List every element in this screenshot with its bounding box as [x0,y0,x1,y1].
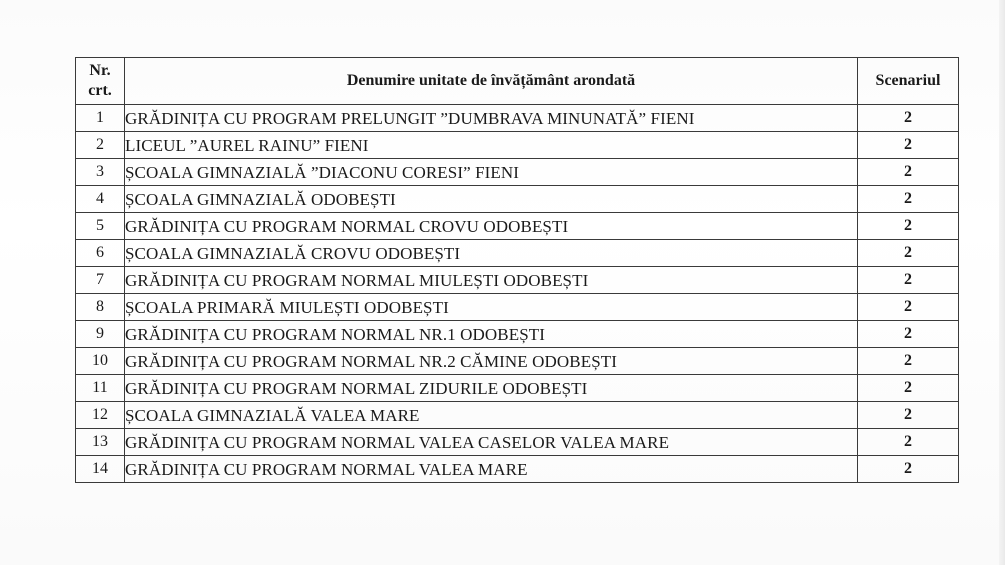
table-row [76,375,959,402]
row-scenario: 2 [858,159,959,186]
row-number: 13 [76,429,125,456]
table-header-row [76,58,959,105]
row-scenario: 2 [858,402,959,429]
row-scenario: 2 [858,348,959,375]
header-nr-line1: Nr. [89,62,111,79]
row-scenario: 2 [858,186,959,213]
row-scenario: 2 [858,456,959,483]
row-number: 12 [76,402,125,429]
row-number: 2 [76,132,125,159]
row-unit-name: GRĂDINIȚA CU PROGRAM NORMAL NR.2 CĂMINE ODOBEȘTI [125,348,858,375]
row-unit-name: ȘCOALA GIMNAZIALĂ ODOBEȘTI [125,186,858,213]
row-unit-name: ȘCOALA GIMNAZIALĂ ”DIACONU CORESI” FIENI [125,159,858,186]
row-unit-name: ȘCOALA GIMNAZIALĂ CROVU ODOBEȘTI [125,240,858,267]
row-number: 7 [76,267,125,294]
row-unit-name: LICEUL ”AUREL RAINU” FIENI [125,132,858,159]
table-row [76,402,959,429]
table-row [76,429,959,456]
row-unit-name: GRĂDINIȚA CU PROGRAM NORMAL NR.1 ODOBEȘTI [125,321,858,348]
page-edge [999,0,1005,565]
row-unit-name: GRĂDINIȚA CU PROGRAM NORMAL ZIDURILE ODOBEȘTI [125,375,858,402]
row-unit-name: ȘCOALA PRIMARĂ MIULEȘTI ODOBEȘTI [125,294,858,321]
row-unit-name: GRĂDINIȚA CU PROGRAM NORMAL VALEA CASELOR VALEA MARE [125,429,858,456]
table-row [76,132,959,159]
table-row [76,186,959,213]
header-nr-line2: crt. [88,82,112,99]
row-unit-name: ȘCOALA GIMNAZIALĂ VALEA MARE [125,402,858,429]
row-scenario: 2 [858,132,959,159]
row-unit-name: GRĂDINIȚA CU PROGRAM NORMAL VALEA MARE [125,456,858,483]
table-row [76,105,959,132]
table-row [76,294,959,321]
row-number: 9 [76,321,125,348]
row-scenario: 2 [858,321,959,348]
row-unit-name: GRĂDINIȚA CU PROGRAM NORMAL CROVU ODOBEȘTI [125,213,858,240]
row-unit-name: GRĂDINIȚA CU PROGRAM NORMAL MIULEȘTI ODOBEȘTI [125,267,858,294]
table-row [76,213,959,240]
row-number: 4 [76,186,125,213]
row-number: 14 [76,456,125,483]
table-row [76,321,959,348]
row-scenario: 2 [858,429,959,456]
row-scenario: 2 [858,375,959,402]
row-number: 6 [76,240,125,267]
table-row [76,456,959,483]
schools-table [75,57,959,483]
row-unit-name: GRĂDINIȚA CU PROGRAM PRELUNGIT ”DUMBRAVA MINUNATĂ” FIENI [125,105,858,132]
table-row [76,159,959,186]
row-scenario: 2 [858,294,959,321]
row-number: 8 [76,294,125,321]
row-scenario: 2 [858,213,959,240]
table-row [76,267,959,294]
row-number: 3 [76,159,125,186]
table-row [76,240,959,267]
row-number: 1 [76,105,125,132]
header-scenario: Scenariul [858,58,959,105]
row-number: 5 [76,213,125,240]
row-number: 11 [76,375,125,402]
row-number: 10 [76,348,125,375]
row-scenario: 2 [858,240,959,267]
table-row [76,348,959,375]
row-scenario: 2 [858,105,959,132]
header-nr [76,58,125,105]
row-scenario: 2 [858,267,959,294]
header-name: Denumire unitate de învățământ arondată [125,58,858,105]
